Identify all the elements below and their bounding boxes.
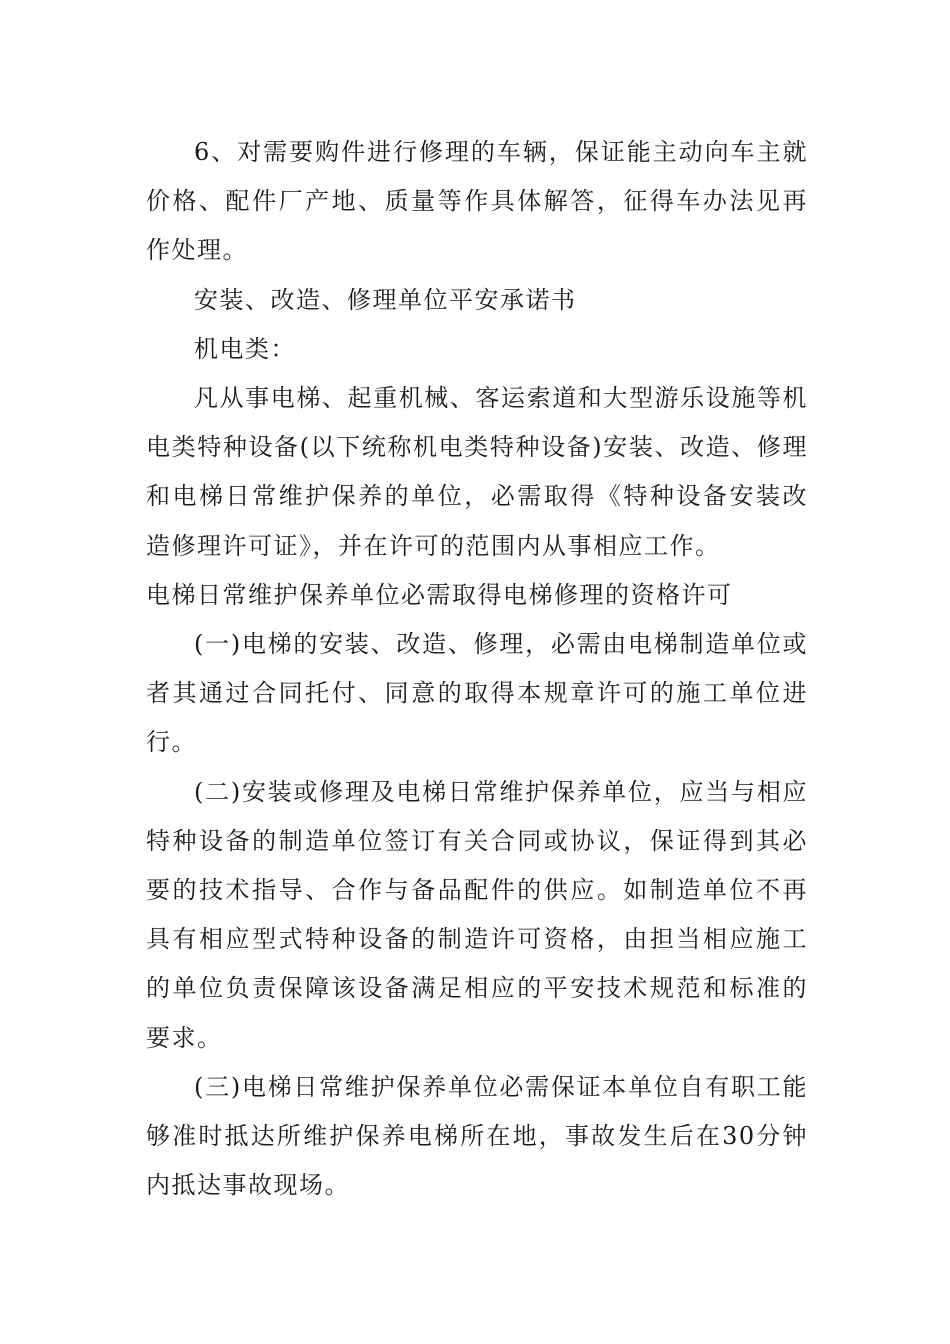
commitment-title: 安装、改造、修理单位平安承诺书 — [194, 285, 577, 314]
document-body — [146, 128, 808, 1210]
paragraph-scope: 凡从事电梯、起重机械、客运索道和大型游乐设施等机电类特种设备(以下统称机电类特种设备)安装、改造、修理和电梯日常维护保养的单位，必需取得《特种设备安装改造修理许可证》，并在许可的范围内从事相应工作。 — [146, 384, 808, 560]
paragraph-clause-1: (一)电梯的安装、改造、修理，必需由电梯制造单位或者其通过合同托付、同意的取得本规章许可的施工单位进行。 — [146, 630, 808, 757]
paragraph-clause-3: (三)电梯日常维护保养单位必需保证本单位自有职工能够准时抵达所维护保养电梯所在地，事故发生后在30分钟内抵达事故现场。 — [146, 1072, 808, 1200]
category-label: 机电类： — [194, 334, 296, 363]
paragraph-item-6: 6、对需要购件进行修理的车辆，保证能主动向车主就价格、配件厂产地、质量等作具体解答，征得车办法见再作处理。 — [146, 138, 808, 265]
paragraph-clause-2: (二)安装或修理及电梯日常维护保养单位，应当与相应特种设备的制造单位签订有关合同或协议，保证得到其必要的技术指导、合作与备品配件的供应。如制造单位不再具有相应型式特种设备的制造许可资格，由担当相应施工的单位负责保障该设备满足相应的平安技术规范和标准的要求。 — [146, 777, 808, 1052]
paragraph-license-requirement: 电梯日常维护保养单位必需取得电梯修理的资格许可 — [146, 580, 733, 609]
